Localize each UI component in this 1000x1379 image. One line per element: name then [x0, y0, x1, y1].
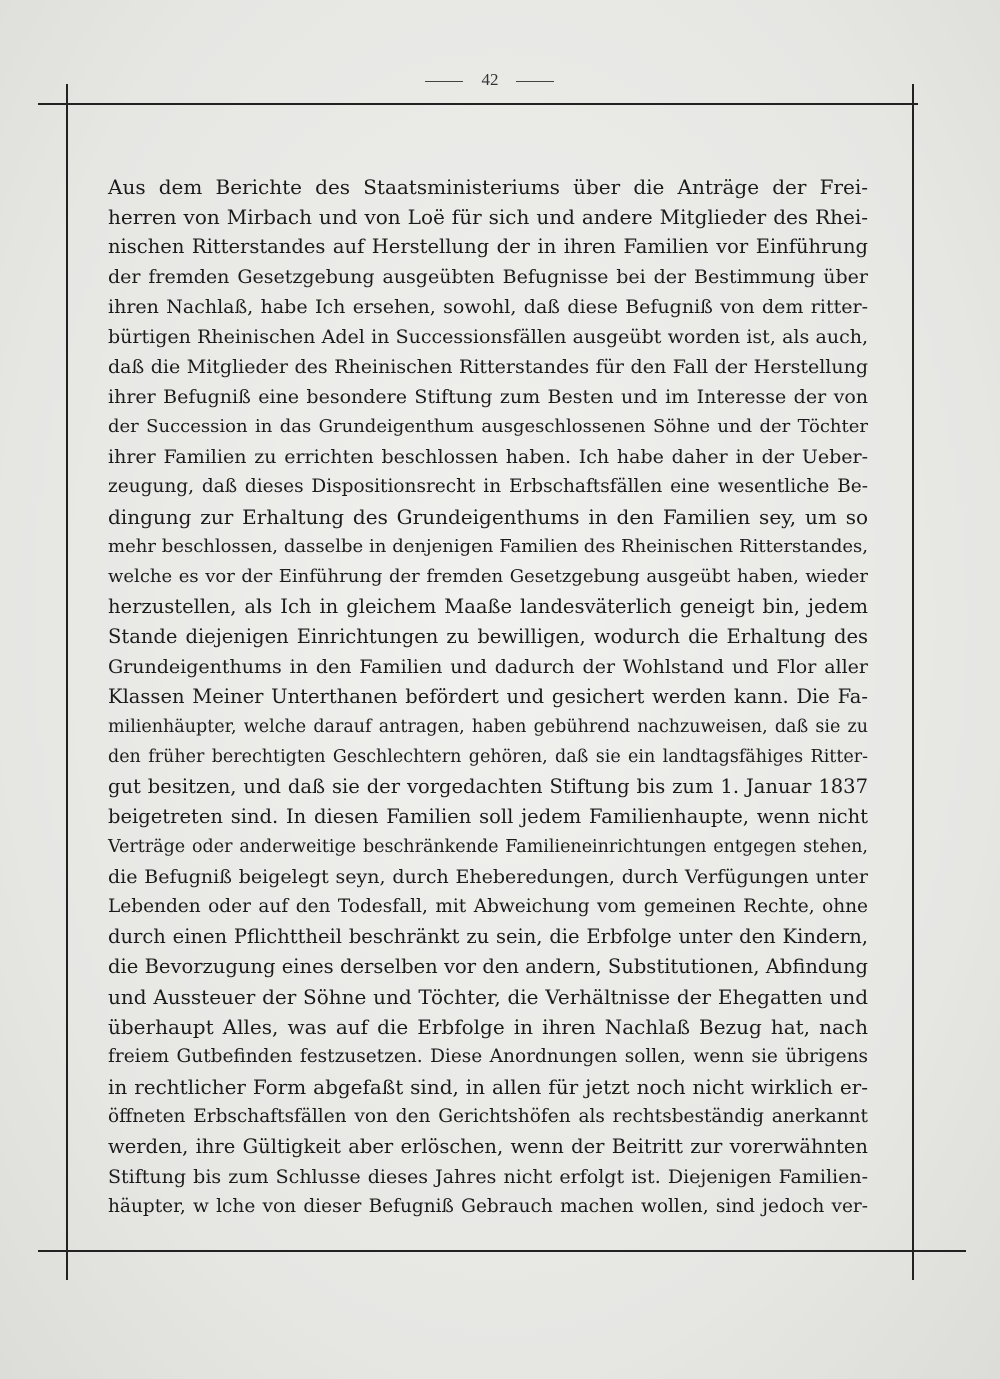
- text-line: bürtigen Rheinischen Adel in Successionsfällen ausgeübt worden ist, als auch,: [108, 326, 868, 348]
- text-line: herren von Mirbach und von Loë für sich und andere Mitglieder des Rhei-: [108, 205, 868, 229]
- text-line: Grundeigenthums in den Familien und dadurch der Wohlstand und Flor aller: [108, 656, 868, 678]
- text-line: daß die Mitglieder des Rheinischen Ritterstandes für den Fall der Herstellung: [108, 356, 868, 378]
- text-line: und Aussteuer der Söhne und Töchter, die Verhältnisse der Ehegatten und: [108, 985, 868, 1009]
- frame-rule-right: [912, 84, 914, 1280]
- text-line: herzustellen, als Ich in gleichem Maaße landesväterlich geneigt bin, jedem: [108, 595, 868, 618]
- text-line: überhaupt Alles, was auf die Erbfolge in ihren Nachlaß Bezug hat, nach: [108, 1015, 868, 1039]
- text-line: die Befugniß beigelegt seyn, durch Eheberedungen, durch Verfügungen unter: [108, 866, 868, 888]
- header-dash-left: [425, 81, 463, 82]
- text-line: gut besitzen, und daß sie der vorgedachten Stiftung bis zum 1. Januar 1837: [108, 775, 868, 798]
- body-text: [108, 172, 868, 1222]
- text-line: in rechtlicher Form abgefaßt sind, in allen für jetzt noch nicht wirklich er-: [108, 1075, 868, 1099]
- text-line: durch einen Pflichttheil beschränkt zu sein, die Erbfolge unter den Kindern,: [108, 925, 868, 948]
- text-line: mehr beschlossen, dasselbe in denjenigen Familien des Rheinischen Ritterstandes,: [108, 536, 868, 557]
- text-line: beigetreten sind. In diesen Familien soll jedem Familienhaupte, wenn nicht: [108, 805, 868, 828]
- text-line: freiem Gutbefinden festzusetzen. Diese Anordnungen sollen, wenn sie übrigens: [108, 1046, 868, 1067]
- text-line: nischen Ritterstandes auf Herstellung der in ihren Familien vor Einführung: [108, 235, 868, 258]
- text-line: Klassen Meiner Unterthanen befördert und gesichert werden kann. Die Fa-: [108, 685, 868, 708]
- text-line: welche es vor der Einführung der fremden Gesetzgebung ausgeübt haben, wieder: [108, 566, 868, 587]
- text-line: ihrer Familien zu errichten beschlossen haben. Ich habe daher in der Ueber-: [108, 446, 868, 468]
- text-line: ihren Nachlaß, habe Ich ersehen, sowohl, daß diese Befugniß von dem ritter-: [108, 296, 868, 318]
- frame-rule-top: [38, 103, 918, 105]
- text-line: zeugung, daß dieses Dispositionsrecht in Erbschaftsfällen eine wesentliche Be-: [108, 476, 868, 497]
- text-line: Stiftung bis zum Schlusse dieses Jahres nicht erfolgt ist. Diejenigen Familien-: [108, 1166, 868, 1188]
- text-line: dingung zur Erhaltung des Grundeigenthums in den Familien sey, um so: [108, 505, 868, 529]
- text-line: werden, ihre Gültigkeit aber erlöschen, wenn der Beitritt zur vorerwähnten: [108, 1135, 868, 1158]
- header-dash-right: [516, 81, 554, 82]
- text-line: Aus dem Berichte des Staatsministeriums über die Anträge der Frei-: [108, 175, 868, 199]
- text-line: Verträge oder anderweitige beschränkende Familieneinrichtungen entgegen stehen,: [108, 837, 868, 857]
- page-number: 42: [481, 70, 499, 89]
- text-line: der Succession in das Grundeigenthum ausgeschlossenen Söhne und der Töchter: [108, 416, 868, 437]
- page-header: [0, 70, 1000, 94]
- text-line: Lebenden oder auf den Todesfall, mit Abweichung vom gemeinen Rechte, ohne: [108, 896, 868, 917]
- frame-rule-bottom: [38, 1250, 966, 1252]
- frame-rule-left: [66, 84, 68, 1280]
- text-line: die Bevorzugung eines derselben vor den andern, Substitutionen, Abfindung: [108, 955, 868, 978]
- text-line: milienhäupter, welche darauf antragen, haben gebührend nachzuweisen, daß sie zu: [108, 717, 868, 737]
- text-line: den früher berechtigten Geschlechtern gehören, daß sie ein landtagsfähiges Ritter-: [108, 747, 868, 767]
- text-line: Stande diejenigen Einrichtungen zu bewilligen, wodurch die Erhaltung des: [108, 625, 868, 648]
- text-line: öffneten Erbschaftsfällen von den Gerichtshöfen als rechtsbeständig anerkannt: [108, 1106, 868, 1127]
- text-line: ihrer Befugniß eine besondere Stiftung zum Besten und im Interesse der von: [108, 386, 868, 408]
- text-line: der fremden Gesetzgebung ausgeübten Befugnisse bei der Bestimmung über: [108, 266, 868, 288]
- text-line: häupter, w lche von dieser Befugniß Gebrauch machen wollen, sind jedoch ver-: [108, 1196, 868, 1217]
